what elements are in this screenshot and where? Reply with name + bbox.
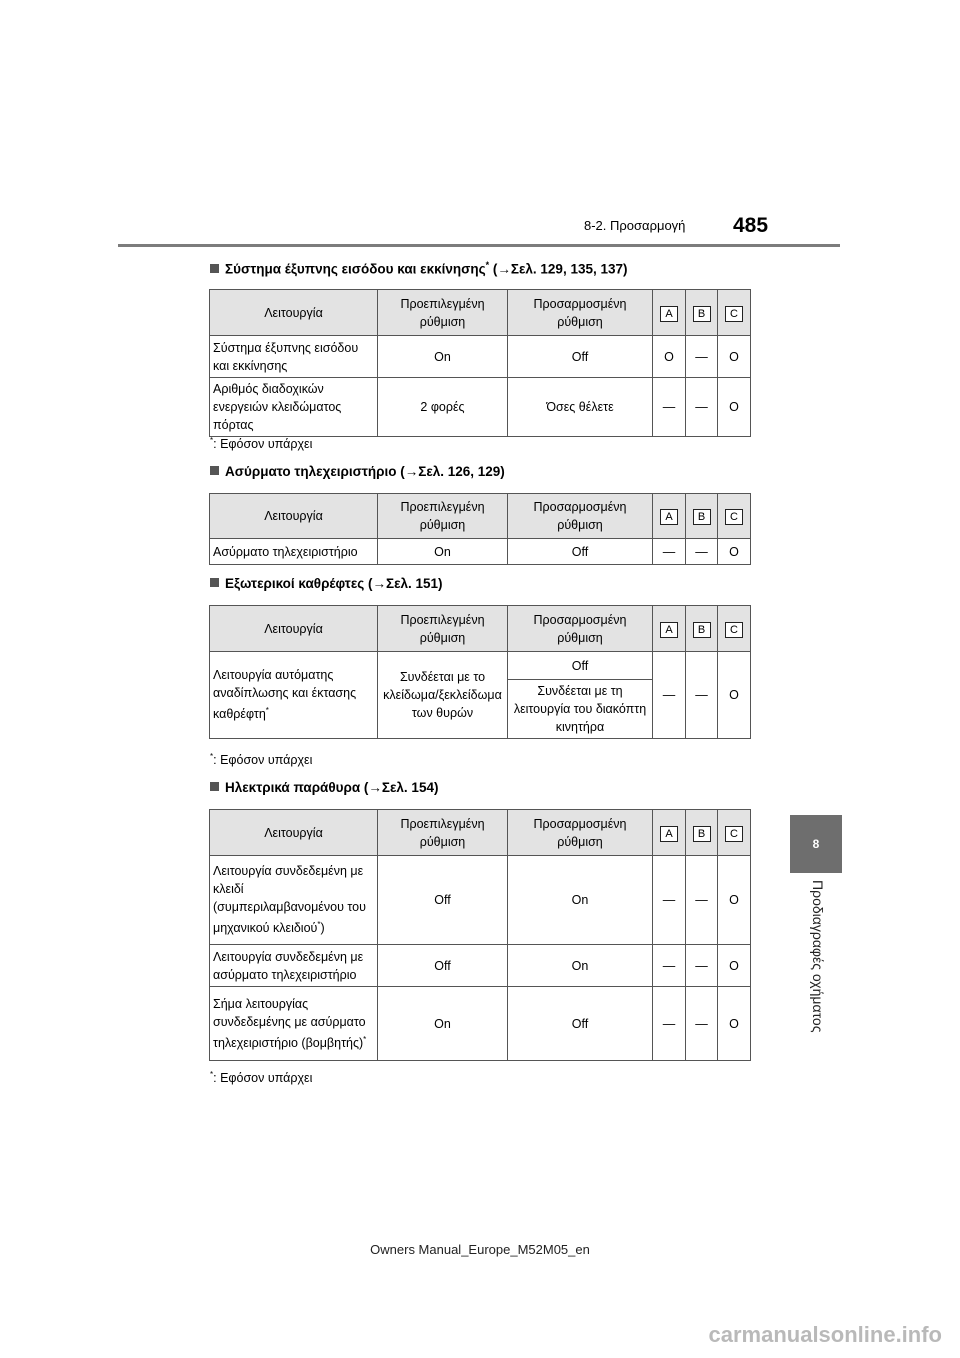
col-function: Λειτουργία [210, 290, 378, 336]
table-windows [209, 809, 751, 1061]
table-row: Αριθμός διαδοχικών ενεργειών κλειδώματος πόρτας 2 φορές Όσες θέλετε — — O [210, 378, 751, 437]
footnote: *: Εφόσον υπάρχει [210, 436, 313, 452]
footnote: *: Εφόσον υπάρχει [210, 752, 313, 768]
table-header-row: Λειτουργία Προεπιλεγμένη ρύθμιση Προσαρμοσμένη ρύθμιση A B C [210, 810, 751, 856]
box-a: A [660, 826, 678, 842]
square-bullet-icon [210, 466, 219, 475]
table-row: Λειτουργία αυτόματης αναδίπλωσης και έκτασης καθρέφτη* Συνδέεται με το κλείδωμα/ξεκλείδωμα των θυρών Off — — O [210, 652, 751, 680]
square-bullet-icon [210, 782, 219, 791]
section-header: 8-2. Προσαρμογή [584, 218, 686, 233]
table-header-row: Λειτουργία Προεπιλεγμένη ρύθμιση Προσαρμοσμένη ρύθμιση A B C [210, 494, 751, 539]
table-row: Σήμα λειτουργίας συνδεδεμένης με ασύρματο τηλεχειριστήριο (βομβητής)* On Off — — O [210, 987, 751, 1061]
table-row: Λειτουργία συνδεδεμένη με κλειδί (συμπεριλαμβανομένου του μηχανικού κλειδιού*) Off On — — O [210, 856, 751, 945]
table-row: Λειτουργία συνδεδεμένη με ασύρματο τηλεχειριστήριο Off On — — O [210, 945, 751, 987]
col-b [686, 290, 718, 336]
section-title-smart-entry: Σύστημα έξυπνης εισόδου και εκκίνησης* (→Σελ. 129, 135, 137) [210, 260, 628, 277]
table-smart-entry [209, 289, 751, 437]
box-c: C [725, 622, 743, 638]
col-default: Προεπιλεγμένη ρύθμιση [378, 290, 508, 336]
box-c: C [725, 306, 743, 322]
section-title-remote: Ασύρματο τηλεχειριστήριο (→Σελ. 126, 129) [210, 464, 505, 479]
square-bullet-icon [210, 578, 219, 587]
box-b: B [693, 509, 711, 525]
chapter-label-text: Προδιαγραφές οχήματος [810, 880, 826, 1033]
header-divider [118, 244, 840, 247]
col-custom: Προσαρμοσμένη ρύθμιση [508, 290, 653, 336]
col-c [718, 290, 751, 336]
section-title-mirrors: Εξωτερικοί καθρέφτες (→Σελ. 151) [210, 576, 443, 591]
col-a [653, 290, 686, 336]
footer-manual-id: Owners Manual_Europe_M52M05_en [370, 1242, 590, 1257]
table-row: Ασύρματο τηλεχειριστήριο On Off — — O [210, 539, 751, 565]
box-a: A [660, 622, 678, 638]
box-a: A [660, 306, 678, 322]
table-header-row [210, 290, 751, 336]
square-bullet-icon [210, 264, 219, 273]
table-row: Σύστημα έξυπνης εισόδου και εκκίνησης On Off O — O [210, 336, 751, 378]
box-b: B [693, 826, 711, 842]
page-number: 485 [733, 214, 769, 237]
watermark: carmanualsonline.info [708, 1322, 942, 1347]
table-mirrors [209, 605, 751, 739]
box-b: B [693, 622, 711, 638]
box-b: B [693, 306, 711, 322]
box-c: C [725, 826, 743, 842]
box-c: C [725, 509, 743, 525]
table-header-row: Λειτουργία Προεπιλεγμένη ρύθμιση Προσαρμοσμένη ρύθμιση A B C [210, 606, 751, 652]
table-row: Συνδέεται με τη λειτουργία του διακόπτη κινητήρα [210, 680, 751, 739]
chapter-label [806, 880, 836, 1080]
chapter-tab[interactable]: 8 [790, 815, 842, 873]
table-remote [209, 493, 751, 565]
footnote: *: Εφόσον υπάρχει [210, 1070, 313, 1086]
section-title-windows: Ηλεκτρικά παράθυρα (→Σελ. 154) [210, 780, 438, 795]
box-a: A [660, 509, 678, 525]
